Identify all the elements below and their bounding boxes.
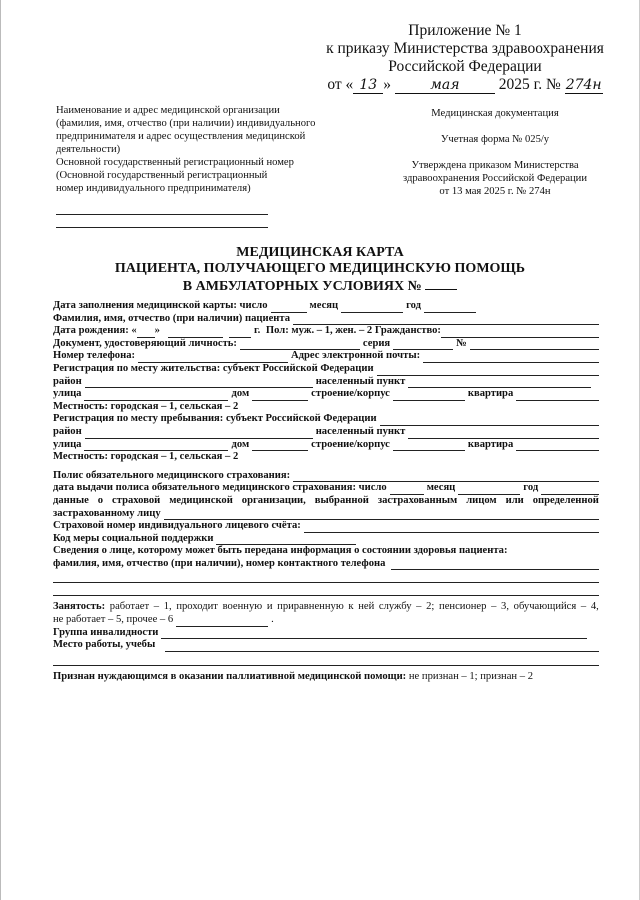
org-line: (фамилия, имя, отчество (при наличии) индивидуального <box>56 118 316 129</box>
stay-subject-row <box>53 413 599 426</box>
locality-label: населенный пункт <box>315 375 406 387</box>
annex-dateline <box>320 76 610 94</box>
form-meta-block <box>385 107 605 198</box>
workplace-field-continued[interactable] <box>53 655 599 666</box>
policy-month-field[interactable] <box>458 484 520 495</box>
stay-building-field[interactable] <box>393 440 465 451</box>
employment-word: 2; <box>426 601 435 613</box>
contact-label: Сведения о лице, которому может быть передана информация о состоянии здоровья пациента: <box>53 545 508 557</box>
annex-header <box>320 22 610 94</box>
employment-end: . <box>271 614 274 626</box>
approval-text <box>385 159 605 198</box>
employment-word: к <box>348 601 354 613</box>
phone-field[interactable] <box>138 352 288 363</box>
policy-label: Полис обязательного медицинского страхования: <box>53 469 291 481</box>
date-quote: » <box>383 76 392 93</box>
policy-issue-label: дата выдачи полиса обязательного медицинского страхования: число <box>53 482 387 494</box>
sex-label: Пол: муж. – 1, жен. – 2 <box>265 325 373 337</box>
policy-field[interactable] <box>293 471 599 482</box>
fill-day-field[interactable] <box>271 302 307 313</box>
stay-label: Регистрация по месту пребывания: субъект Российской Федерации <box>53 413 377 425</box>
employment-word: обучающийся <box>513 601 577 613</box>
org-line: предпринимателя и адрес осуществления медицинской <box>56 131 306 142</box>
phone-label: Номер телефона: <box>53 350 136 362</box>
workplace-label: Место работы, учебы <box>53 639 156 651</box>
house-label: дом <box>231 388 250 400</box>
org-line: Основной государственный регистрационный номер <box>56 157 294 168</box>
house-label: дом <box>231 438 250 450</box>
id-doc-type-field[interactable] <box>240 339 360 350</box>
stay-locality-field[interactable] <box>408 428 599 439</box>
insurer-word: или <box>505 494 524 506</box>
employment-word: – <box>580 601 587 613</box>
building-label: строение/корпус <box>311 438 390 450</box>
policy-month-label: месяц <box>426 482 456 494</box>
approval-line: от 13 мая 2025 г. № 274н <box>439 186 551 197</box>
title-line: МЕДИЦИНСКАЯ КАРТА <box>236 245 404 260</box>
insurer-word: выбранной <box>314 494 369 506</box>
contact-sub-row <box>53 558 599 571</box>
apartment-label: квартира <box>467 438 514 450</box>
stay-house-field[interactable] <box>252 440 308 451</box>
form-number: Учетная форма № 025/у <box>440 134 550 145</box>
birth-year-field[interactable] <box>229 327 251 338</box>
employment-cont-label: не работает – 5, прочее – 6 <box>53 614 174 626</box>
id-number-field[interactable] <box>470 339 599 350</box>
fill-date-row <box>53 300 599 313</box>
fill-year-label: год <box>406 300 422 311</box>
building-label: строение/корпус <box>311 388 390 400</box>
employment-word: и <box>266 601 273 613</box>
contact-sub-label: фамилия, имя, отчество (при наличии), номер контактного телефона <box>53 557 386 569</box>
policy-year-field[interactable] <box>541 484 599 495</box>
employment-word: службу <box>378 601 412 613</box>
residence-apartment-field[interactable] <box>516 390 599 401</box>
employment-word: работает <box>109 601 150 613</box>
stay-street-field[interactable] <box>84 440 228 451</box>
area-type-label: Местность: городская – 1, сельская – 2 <box>53 451 239 463</box>
employment-label: Занятость: <box>53 601 106 613</box>
phone-row <box>53 350 599 363</box>
stay-apartment-field[interactable] <box>516 440 599 451</box>
apartment-label: квартира <box>467 388 514 400</box>
employment-word: – <box>491 601 497 613</box>
org-line: номер индивидуального предпринимателя) <box>56 183 251 194</box>
organization-block <box>56 104 336 195</box>
area-type-label: Местность: городская – 1, сельская – 2 <box>53 400 239 412</box>
disability-field[interactable] <box>161 628 587 639</box>
employment-word: ней <box>358 601 375 613</box>
birth-row <box>53 325 599 338</box>
full-name-field[interactable] <box>293 314 599 325</box>
full-name-row <box>53 313 599 326</box>
title-line-number <box>40 277 600 295</box>
org-line: Наименование и адрес медицинской организации <box>56 105 280 116</box>
residence-locality-field[interactable] <box>408 377 591 388</box>
residence-street-field[interactable] <box>84 390 228 401</box>
residence-subject-row <box>53 363 599 376</box>
email-label: Адрес электронной почты: <box>291 350 421 362</box>
street-label: улица <box>53 438 82 450</box>
residence-district-row <box>53 376 599 389</box>
employment-word: пенсионер <box>439 601 487 613</box>
residence-house-field[interactable] <box>252 390 308 401</box>
insurer-word: организации, <box>241 494 306 506</box>
stay-area-row <box>53 451 599 464</box>
palliative-label: Признан нуждающимся в оказании паллиативной медицинской помощи: <box>53 670 407 682</box>
contact-field[interactable] <box>391 559 599 570</box>
patient-form <box>53 300 599 683</box>
residence-subject-field[interactable] <box>377 365 599 376</box>
scan-edge-left <box>0 0 1 900</box>
social-code-label: Код меры социальной поддержки <box>53 532 214 544</box>
insurer-word: о <box>97 494 104 506</box>
birth-month-field[interactable] <box>168 327 223 338</box>
snils-field[interactable] <box>304 522 599 533</box>
residence-area-row <box>53 401 599 414</box>
title-line: ПАЦИЕНТА, ПОЛУЧАЮЩЕГО МЕДИЦИНСКУЮ ПОМОЩЬ <box>114 261 526 276</box>
fill-date-label: Дата заполнения медицинской карты: число <box>53 300 268 311</box>
residence-district-field[interactable] <box>85 377 313 388</box>
district-label: район <box>53 375 82 387</box>
annex-title: Приложение № 1 <box>408 22 522 39</box>
snils-label: Страховой номер индивидуального лицевого счёта: <box>53 520 301 532</box>
full-name-label: Фамилия, имя, отчество (при наличии) пациента <box>53 312 291 324</box>
residence-label: Регистрация по месту жительства: субъект Российской Федерации <box>53 362 374 374</box>
fill-year-field[interactable] <box>424 302 476 313</box>
social-code-field[interactable] <box>216 534 356 545</box>
org-line: деятельности) <box>56 144 121 155</box>
insurer-word: медицинской <box>169 494 233 506</box>
insurer-cont-row <box>53 508 599 521</box>
insurer-field[interactable] <box>164 509 599 520</box>
doc-type: Медицинская документация <box>431 108 559 119</box>
disability-label: Группа инвалидности <box>53 626 159 638</box>
employment-word: 3, <box>501 601 509 613</box>
stay-street-row <box>53 439 599 452</box>
birth-quote: » <box>154 325 160 337</box>
social-code-row <box>53 533 599 546</box>
disability-row <box>53 627 599 640</box>
workplace-field[interactable] <box>165 641 599 652</box>
approval-line: Утверждена приказом Министерства <box>411 160 579 171</box>
policy-year-label: год <box>523 482 539 494</box>
card-number-field[interactable] <box>425 277 457 290</box>
document-title <box>40 245 600 295</box>
employment-row <box>53 601 599 614</box>
org-ogrn-field[interactable] <box>56 227 268 228</box>
insurer-word: лицом <box>466 494 497 506</box>
annex-federation: Российской Федерации <box>388 58 542 75</box>
stay-district-field[interactable] <box>85 428 313 439</box>
date-year: 2025 г. № <box>498 76 561 93</box>
contact-field-continued[interactable] <box>53 572 599 583</box>
fill-month-field[interactable] <box>341 302 403 313</box>
birth-day-field[interactable] <box>137 327 155 338</box>
birth-label: Дата рождения: « <box>53 325 137 337</box>
handwritten-day: 13 <box>353 78 383 94</box>
handwritten-month: мая <box>395 78 495 94</box>
id-doc-label: Документ, удостоверяющий личность: <box>53 337 237 349</box>
citizenship-field[interactable] <box>441 327 599 338</box>
contact-label-row <box>53 545 599 558</box>
insurer-word: определенной <box>532 494 599 506</box>
date-prefix: от « <box>327 76 354 93</box>
employment-other-field[interactable] <box>176 616 268 627</box>
number-label: № <box>456 337 467 349</box>
employment-word: военную <box>222 601 263 613</box>
employment-cont-row <box>53 614 599 627</box>
org-name-field[interactable] <box>56 214 268 215</box>
title-line: В АМБУЛАТОРНЫХ УСЛОВИЯХ № <box>182 279 422 294</box>
residence-building-field[interactable] <box>393 390 465 401</box>
employment-word: проходит <box>176 601 218 613</box>
birth-year-suffix: г. <box>253 325 261 337</box>
employment-word: 1, <box>163 601 172 613</box>
district-label: район <box>53 425 82 437</box>
workplace-row <box>53 639 599 652</box>
series-label: серия <box>362 337 391 349</box>
street-label: улица <box>53 388 82 400</box>
employment-word: – <box>416 601 422 613</box>
insurer-word: данные <box>53 494 89 506</box>
citizenship-label: Гражданство: <box>374 325 441 337</box>
palliative-options: не признан – 1; признан – 2 <box>408 670 533 682</box>
approval-line: здравоохранения Российской Федерации <box>402 173 588 184</box>
palliative-row <box>53 671 599 684</box>
insurer-word: застрахованным <box>377 494 458 506</box>
annex-order: к приказу Министерства здравоохранения <box>326 40 604 57</box>
contact-field-continued-2[interactable] <box>53 585 599 596</box>
policy-date-row <box>53 482 599 495</box>
insurer-word: страховой <box>112 494 161 506</box>
stay-district-row <box>53 426 599 439</box>
policy-row <box>53 470 599 483</box>
stay-subject-field[interactable] <box>380 415 599 426</box>
employment-word: – <box>153 601 160 613</box>
insurer-row <box>53 495 599 508</box>
employment-word: приравненную <box>277 601 344 613</box>
insurer-cont-label: застрахованному лицу <box>53 507 161 519</box>
handwritten-order-number: 274н <box>565 77 602 93</box>
org-line: (Основной государственный регистрационный <box>56 170 268 181</box>
employment-word: 4, <box>590 601 599 613</box>
email-field[interactable] <box>423 352 599 363</box>
policy-day-field[interactable] <box>390 484 424 495</box>
snils-row <box>53 520 599 533</box>
residence-street-row <box>53 388 599 401</box>
locality-label: населенный пункт <box>315 425 406 437</box>
id-doc-row <box>53 338 599 351</box>
series-field[interactable] <box>393 339 453 350</box>
fill-month-label: месяц <box>309 300 339 311</box>
